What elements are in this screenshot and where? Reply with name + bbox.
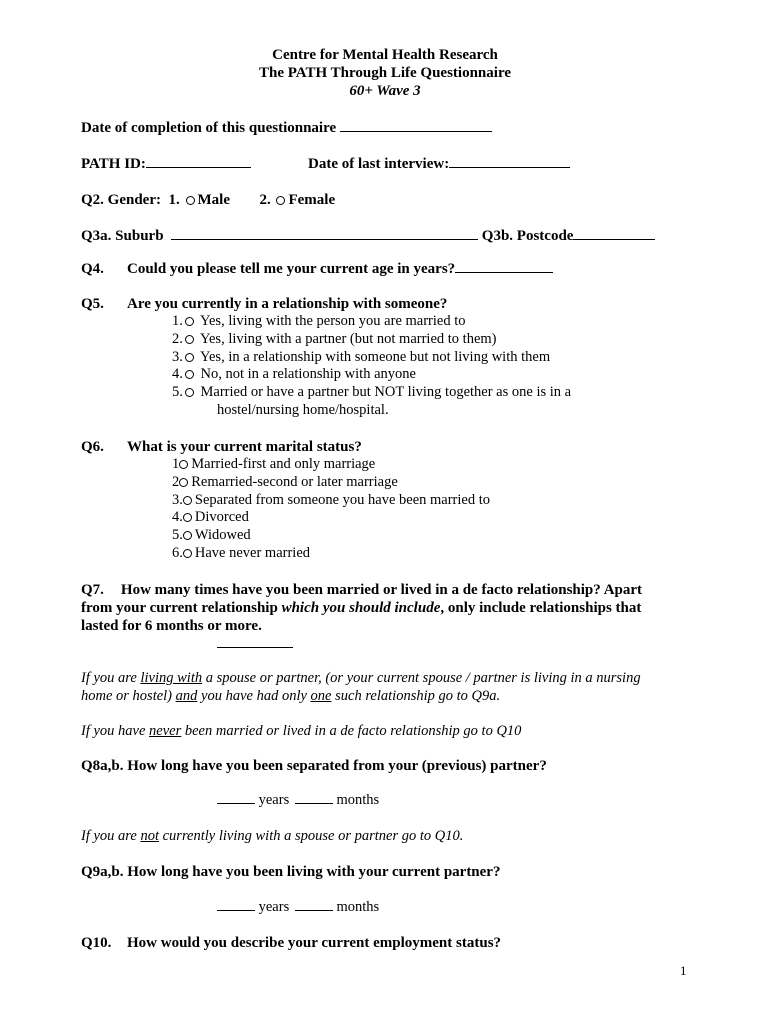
radio-circle-icon[interactable] [186,196,195,205]
last-interview-field [308,155,570,173]
q5-options [172,313,571,420]
path-id-label: PATH ID: [81,156,146,172]
q6-option[interactable] [172,492,490,510]
q7-text-line2-start: from your current relationship [81,600,282,616]
q4-number: Q4. [81,261,104,277]
q6-question: What is your current marital status? [127,439,362,455]
q5-option[interactable] [172,366,571,384]
q5-option-number: 5. [172,384,183,401]
q8-question: Q8a,b. How long have you been separated from your (previous) partner? [81,758,547,774]
q5-option-continuation: hostel/nursing home/hospital. [217,401,389,418]
radio-circle-icon[interactable] [183,549,192,558]
instruction-text: you have had only [197,688,311,704]
q5-option-label: Yes, living with the person you are married to [199,313,466,329]
q6-option-label: Have never married [194,544,311,561]
q10-question: How would you describe your current employment status? [127,935,502,951]
q8-years-label: years [258,792,290,808]
instruction-go-to-q9a [81,669,641,705]
q2-option-male-number: 1. [168,192,180,208]
q6-option-label: Separated from someone you have been married to [194,491,491,508]
last-interview-blank[interactable] [449,155,570,168]
q6-options [172,456,490,563]
q9-duration [217,898,379,916]
instruction-underlined: one [310,688,332,704]
q2-option-male-label: Male [197,192,230,208]
q6-option[interactable] [172,545,490,563]
q6-option-label: Married-first and only marriage [191,456,376,472]
q5-option-number: 1. [172,313,183,329]
q8-duration [217,791,379,809]
q8-years-blank[interactable] [217,791,255,804]
q3b-label: Q3b. Postcode [481,228,574,244]
instruction-underlined: never [149,723,182,739]
header-wave: 60+ Wave 3 [349,83,421,99]
instruction-text: been married or lived in a de facto relationship go to Q10 [181,723,522,739]
radio-circle-icon[interactable] [179,460,188,469]
q6-option[interactable] [172,456,490,474]
q6-option-number: 2 [172,473,180,490]
radio-circle-icon[interactable] [185,388,194,397]
instruction-text: If you are [81,828,141,844]
instruction-underlined: and [175,688,198,704]
q6-option-number: 3. [172,491,183,508]
header-title: The PATH Through Life Questionnaire [259,65,511,81]
q6-option-number: 6. [172,544,183,561]
instruction-text: a spouse or partner, (or your current spouse / partner is living in a nursing [202,670,641,686]
instruction-underlined: not [140,828,159,844]
age-blank[interactable] [455,260,553,273]
q9-question: Q9a,b. How long have you been living with your current partner? [81,864,501,880]
q10-number: Q10. [81,935,112,951]
q2-option-female[interactable] [259,192,335,208]
radio-circle-icon[interactable] [185,317,194,326]
q7-question [81,581,681,635]
q3a-label: Q3a. Suburb [81,228,164,244]
instruction-text: home or hostel) [81,688,176,704]
q9-months-blank[interactable] [295,898,333,911]
q6-option-label: Widowed [194,527,251,544]
q5-option[interactable] [172,384,571,402]
q3-suburb-postcode [81,227,655,245]
q5-option-label: Yes, living with a partner (but not married to them) [199,330,497,347]
q5-question: Are you currently in a relationship with someone? [127,296,448,312]
instruction-text: If you have [81,723,150,739]
q5-option[interactable] [172,331,571,349]
q7-text-emphasis: which you should include [281,600,441,616]
q2-option-female-label: Female [288,192,336,208]
q5-option-label: No, not in a relationship with anyone [200,366,416,383]
q5-option-label: Married or have a partner but NOT living together as one is in a [200,384,572,401]
radio-circle-icon[interactable] [179,478,188,487]
radio-circle-icon[interactable] [183,496,192,505]
q2-gender [81,191,335,209]
header-org: Centre for Mental Health Research [272,47,498,63]
q6-number: Q6. [81,439,104,455]
q6-option[interactable] [172,474,490,492]
date-completion-label: Date of completion of this questionnaire [81,120,337,136]
q6-option-label: Divorced [194,509,249,526]
q4-text: Could you please tell me your current age in years? [127,261,456,277]
q5-option[interactable] [172,349,571,367]
q7-text-line1: How many times have you been married or lived in a de facto relationship? Apart [120,582,643,598]
q9-years-blank[interactable] [217,898,255,911]
radio-circle-icon[interactable] [183,513,192,522]
radio-circle-icon[interactable] [185,370,194,379]
instruction-text: such relationship go to Q9a. [331,688,501,704]
postcode-blank[interactable] [573,227,655,240]
radio-circle-icon[interactable] [185,335,194,344]
instruction-text: If you are [81,670,141,686]
instruction-go-to-q10-not-living [81,827,463,845]
q7-number: Q7. [81,582,104,598]
date-completion-field [81,119,492,137]
q6-option[interactable] [172,509,490,527]
q7-answer-blank[interactable] [217,637,293,648]
q2-option-female-number: 2. [259,192,271,208]
q6-option-number: 5. [172,527,183,544]
q2-option-male[interactable] [169,192,230,208]
path-id-field [81,155,251,173]
q5-option-number: 3. [172,348,183,365]
q4-question [127,260,553,278]
q6-option[interactable] [172,527,490,545]
q9-years-label: years [258,899,290,915]
instruction-text: currently living with a spouse or partner go to Q10. [159,828,464,844]
instruction-underlined: living with [140,670,203,686]
q8-months-blank[interactable] [295,791,333,804]
q7-text-line2-end: , only include relationships that [440,600,642,616]
q5-option-number: 4. [172,366,183,383]
page-number: 1 [680,963,687,978]
instruction-go-to-q10-never [81,722,521,740]
path-id-blank[interactable] [146,155,251,168]
q9-months-label: months [336,899,380,915]
radio-circle-icon[interactable] [185,353,194,362]
q6-option-number: 1 [172,456,180,472]
radio-circle-icon[interactable] [276,196,285,205]
q8-months-label: months [336,792,380,808]
radio-circle-icon[interactable] [183,531,192,540]
q6-option-number: 4. [172,509,183,526]
q6-option-label: Remarried-second or later marriage [191,473,398,490]
last-interview-label: Date of last interview: [308,156,450,172]
q2-label: Q2. Gender: [81,192,161,208]
suburb-blank[interactable] [171,227,478,240]
q7-text-line3: lasted for 6 months or more. [81,618,262,634]
q5-number: Q5. [81,296,104,312]
q5-option-number: 2. [172,330,183,347]
date-completion-blank[interactable] [340,119,492,132]
q5-option-label: Yes, in a relationship with someone but not living with them [199,348,551,365]
q5-option[interactable] [172,313,571,331]
